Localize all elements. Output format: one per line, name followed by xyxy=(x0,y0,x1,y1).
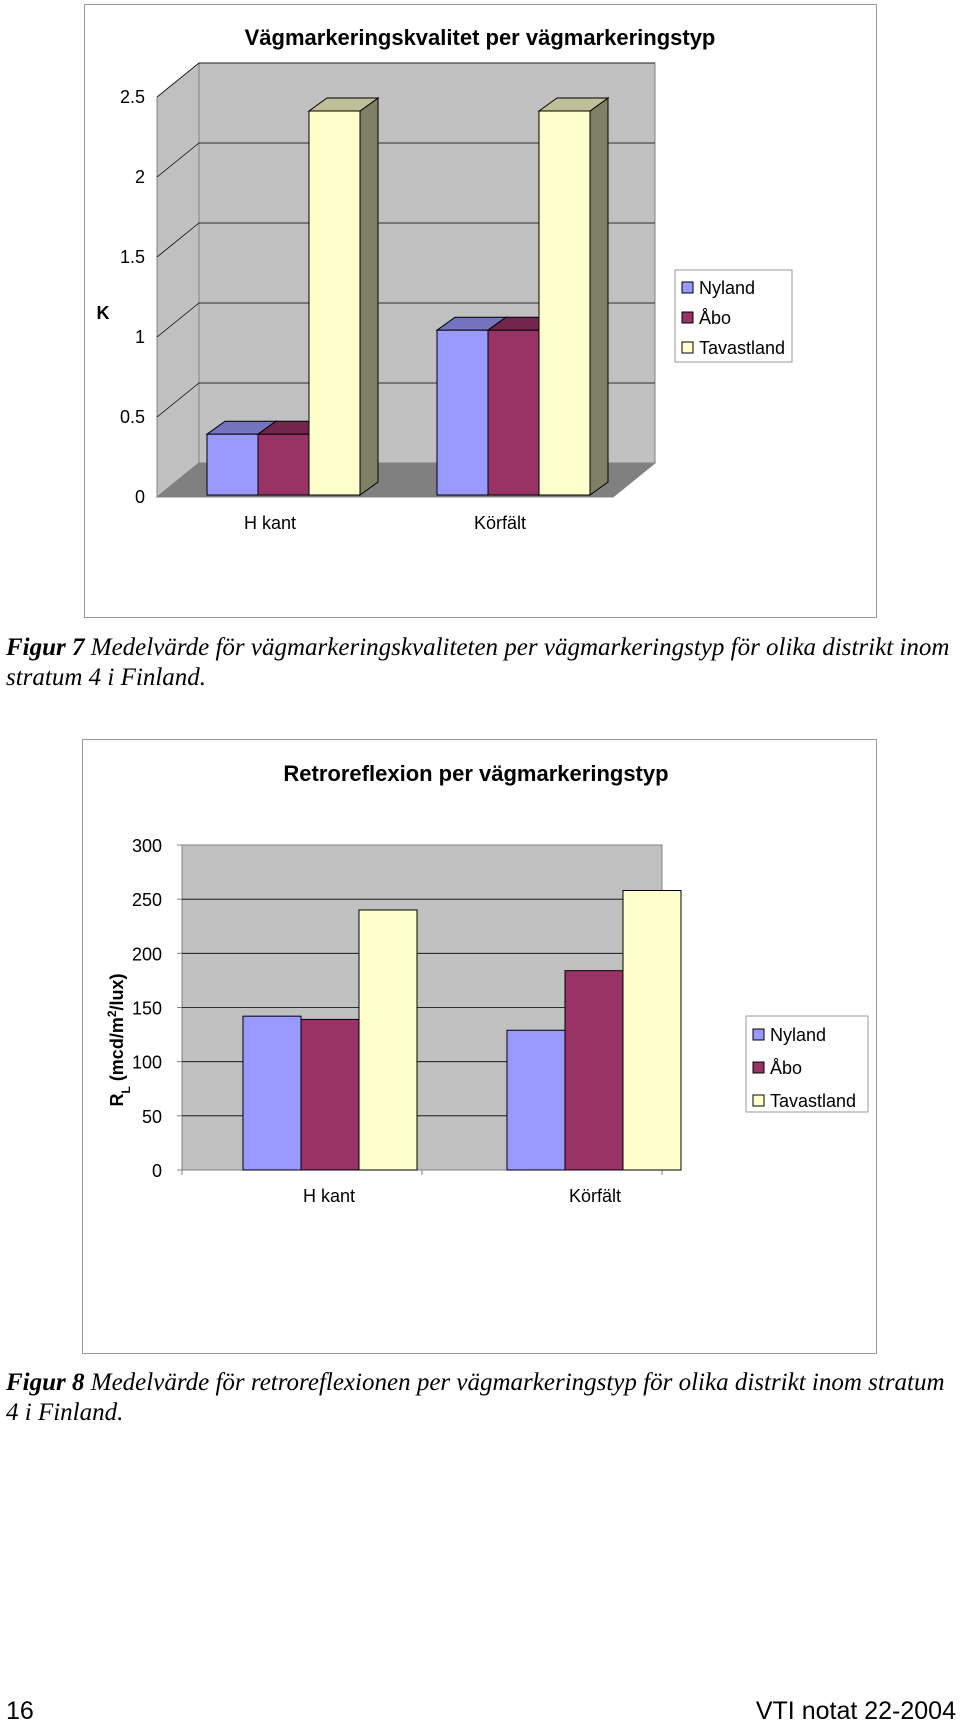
chart-title: Retroreflexion per vägmarkeringstyp xyxy=(283,761,669,786)
legend-swatch xyxy=(753,1062,764,1073)
quality-chart xyxy=(84,4,877,618)
bar-side xyxy=(360,98,378,495)
bar-nyland-h-kant xyxy=(243,1016,301,1170)
legend-swatch xyxy=(682,282,693,293)
y-tick-label: 0 xyxy=(151,1161,162,1181)
bar-tavastland-korfalt xyxy=(623,891,681,1171)
legend-swatch xyxy=(682,342,693,353)
legend-label: Åbo xyxy=(770,1058,803,1078)
y-tick-label: 2 xyxy=(134,167,145,187)
bar-abo-korfalt xyxy=(565,971,623,1170)
x-tick-label: Körfält xyxy=(473,513,527,533)
bar-tavastland-h-kant xyxy=(359,910,417,1170)
figure-7-label: Figur 7 xyxy=(6,634,85,661)
figure-8-label: Figur 8 xyxy=(6,1369,85,1396)
bar-abo-korfalt xyxy=(488,330,539,495)
y-tick-label: 100 xyxy=(131,1052,162,1073)
retroreflection-chart-svg xyxy=(83,740,876,1353)
legend-label: Tavastland xyxy=(699,338,786,358)
legend-label: Nyland xyxy=(770,1025,827,1045)
figure-7-caption xyxy=(6,633,956,693)
y-tick-label: 1.5 xyxy=(119,247,145,267)
y-tick-label: 200 xyxy=(131,944,162,965)
legend-label: Tavastland xyxy=(770,1091,857,1111)
y-tick-label: 50 xyxy=(141,1106,162,1127)
legend xyxy=(746,1016,868,1112)
bar-abo-h-kant xyxy=(301,1019,359,1170)
bar-abo-h-kant xyxy=(258,434,309,495)
legend-swatch xyxy=(753,1095,764,1106)
y-tick-label: 150 xyxy=(131,998,162,1019)
legend-swatch xyxy=(753,1029,764,1040)
bar-nyland-korfalt xyxy=(507,1030,565,1170)
y-tick-label: 1 xyxy=(134,327,145,347)
quality-chart-svg xyxy=(85,5,876,617)
bar-side xyxy=(590,98,608,495)
y-axis-label: K xyxy=(96,303,110,323)
figure-8-text: Medelvärde för retroreflexionen per vägmarkeringstyp för olika distrikt inom stratum 4 i Finland. xyxy=(6,1369,945,1426)
y-tick-label: 300 xyxy=(131,836,162,856)
bar-tavastland-korfalt xyxy=(539,111,590,495)
y-tick-label: 0 xyxy=(134,487,145,507)
x-tick-label: H kant xyxy=(243,513,297,533)
y-tick-label: 0.5 xyxy=(119,407,145,427)
page-number: 16 xyxy=(6,1697,34,1725)
bar-nyland-h-kant xyxy=(207,434,258,495)
y-tick-label: 2.5 xyxy=(119,87,145,107)
figure-7-text: Medelvärde för vägmarkeringskvaliteten per vägmarkeringstyp för olika distrikt inom stratum 4 i Finland. xyxy=(6,634,950,691)
legend xyxy=(675,270,792,362)
side-wall xyxy=(157,63,199,497)
y-tick-label: 250 xyxy=(131,890,162,911)
legend-swatch xyxy=(682,312,693,323)
document-id: VTI notat 22-2004 xyxy=(755,1697,956,1725)
y-axis-label: $R_L$ $(mcd/m^2/lux)$ xyxy=(105,973,133,1107)
x-tick-label: H kant xyxy=(302,1186,356,1206)
figure-8-caption xyxy=(6,1368,958,1428)
chart-title: Vägmarkeringskvalitet per vägmarkeringstyp xyxy=(244,25,716,50)
x-tick-label: Körfält xyxy=(568,1186,622,1206)
legend-label: Nyland xyxy=(699,278,756,298)
retroreflection-chart xyxy=(82,739,877,1354)
bar-nyland-korfalt xyxy=(437,330,488,495)
legend-label: Åbo xyxy=(699,308,732,328)
bar-tavastland-h-kant xyxy=(309,111,360,495)
